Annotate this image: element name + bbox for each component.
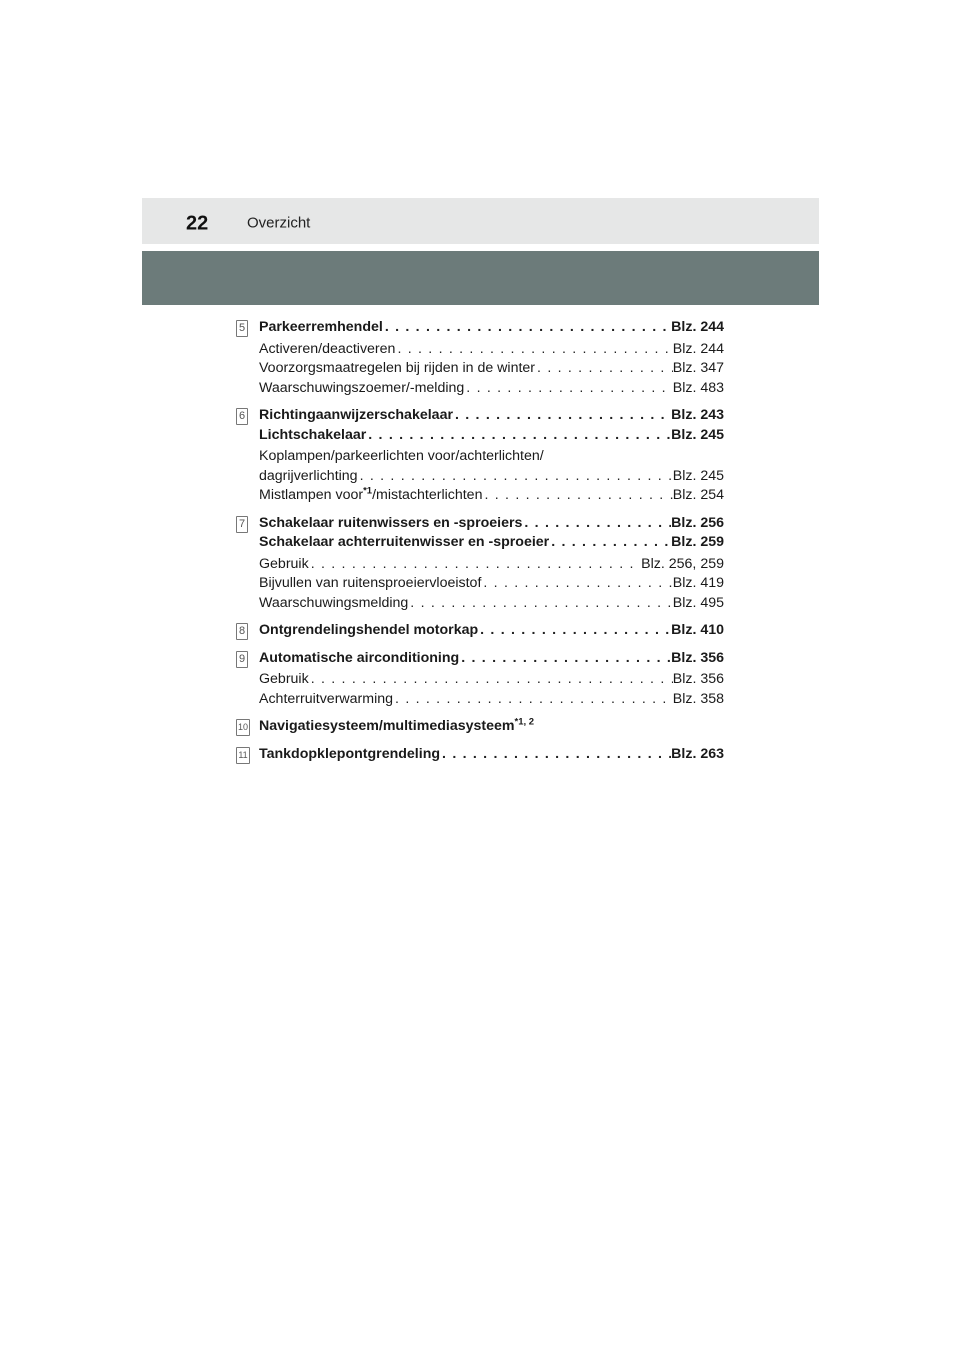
page-reference: Blz. 245 <box>671 426 724 443</box>
index-subitem-line <box>259 670 724 690</box>
callout-number-marker: 8 <box>236 623 248 640</box>
index-item-label: Navigatiesysteem/multimediasysteem$^{*1, 2}$ <box>259 716 535 734</box>
callout-number-marker: 11 <box>236 747 250 764</box>
dot-leader <box>522 514 671 534</box>
index-entry <box>236 649 724 710</box>
page-reference: Blz. 243 <box>671 407 724 423</box>
index-heading-line <box>259 514 724 534</box>
index-item-label: Tankdopklepontgrendeling <box>259 745 441 762</box>
dot-leader <box>481 574 672 594</box>
index-item-label: Ontgrendelingshendel motorkap <box>259 622 479 638</box>
index-list <box>236 318 724 772</box>
dot-leader <box>358 467 673 487</box>
footnote-reference: *1, 2 <box>514 716 535 728</box>
callout-number-marker: 5 <box>236 320 248 337</box>
callout-number-marker: 10 <box>236 719 250 736</box>
index-heading-line <box>259 533 724 553</box>
dot-leader <box>464 379 672 399</box>
index-item-label: Gebruik <box>259 555 309 572</box>
dot-leader <box>309 670 673 690</box>
page-number: 22 <box>186 212 209 235</box>
dot-leader <box>440 745 671 765</box>
dot-leader <box>408 594 672 614</box>
index-item-label: Achterruitverwarming <box>259 690 394 707</box>
index-entry <box>236 621 724 641</box>
index-subitem-line <box>259 379 724 399</box>
index-item-label: Koplampen/parkeerlichten voor/achterlichten/ <box>259 448 544 464</box>
dot-leader <box>535 359 673 379</box>
index-item-label: Lichtschakelaar <box>259 426 367 443</box>
index-entry <box>236 318 724 398</box>
index-subitem-line <box>259 486 724 506</box>
index-item-label: dagrijverlichting <box>259 467 358 484</box>
index-subitem-line <box>259 340 724 360</box>
index-entry <box>236 406 724 506</box>
page-reference: Blz. 356 <box>671 649 724 666</box>
footnote-reference: *1 <box>363 485 373 497</box>
dot-leader <box>366 426 671 446</box>
page-reference: Blz. 245 <box>672 467 724 484</box>
index-subitem-line <box>259 690 724 710</box>
page-reference: Blz. 244 <box>671 319 724 335</box>
dot-leader <box>309 555 641 575</box>
index-subitem-line <box>259 594 724 614</box>
index-subitem-line <box>259 574 724 594</box>
index-heading-line <box>259 621 724 641</box>
header-band <box>142 251 819 305</box>
dot-leader <box>383 318 671 338</box>
index-entry <box>236 514 724 614</box>
callout-number-marker: 7 <box>236 516 248 533</box>
callout-number-marker: 9 <box>236 651 248 668</box>
page-reference: Blz. 256 <box>671 514 724 531</box>
index-item-label: Schakelaar achterruitenwisser en -sproeier <box>259 534 550 550</box>
index-subitem-line <box>259 447 724 467</box>
page-reference: Blz. 263 <box>671 745 724 762</box>
index-item-label: Voorzorgsmaatregelen bij rijden in de winter <box>259 360 536 376</box>
index-item-label: Richtingaanwijzerschakelaar <box>259 407 453 423</box>
page-reference: Blz. 410 <box>671 622 724 638</box>
page-reference: Blz. 495 <box>672 594 724 611</box>
index-item-label: Mistlampen voor$^{*1}$/mistachterlichten <box>259 485 483 503</box>
index-item-label: Waarschuwingsmelding <box>259 594 409 611</box>
dot-leader <box>453 406 671 426</box>
dot-leader <box>478 621 671 641</box>
page-reference: Blz. 356 <box>672 671 724 687</box>
page-reference: Blz. 259 <box>671 534 724 550</box>
dot-leader <box>459 649 671 669</box>
page-reference: Blz. 347 <box>672 360 724 376</box>
dot-leader <box>393 690 673 710</box>
index-heading-line <box>259 426 724 446</box>
index-heading-line <box>259 406 724 426</box>
index-subitem-line <box>259 467 724 487</box>
dot-leader <box>395 340 672 360</box>
index-item-label: Bijvullen van ruitensproeiervloeistof <box>259 575 482 591</box>
index-heading-line <box>259 745 724 765</box>
index-heading-line <box>259 649 724 669</box>
index-item-label: Waarschuwingszoemer/-melding <box>259 379 465 396</box>
dot-leader <box>482 486 672 506</box>
index-heading-line <box>259 717 724 737</box>
index-item-label: Parkeerremhendel <box>259 319 383 335</box>
page-reference: Blz. 254 <box>672 487 724 503</box>
index-entry <box>236 717 724 737</box>
index-subitem-line <box>259 555 724 575</box>
index-entry <box>236 745 724 765</box>
index-item-label: Activeren/deactiveren <box>259 340 396 357</box>
callout-number-marker: 6 <box>236 408 248 425</box>
page-reference: Blz. 358 <box>672 690 724 707</box>
index-item-label: Automatische airconditioning <box>259 649 460 666</box>
page-reference: Blz. 256, 259 <box>641 555 724 572</box>
page-reference: Blz. 419 <box>672 575 724 591</box>
index-item-label: Schakelaar ruitenwissers en -sproeiers <box>259 514 523 531</box>
page-header <box>142 198 819 244</box>
dot-leader <box>549 533 671 553</box>
index-item-label: Gebruik <box>259 671 309 687</box>
page-reference: Blz. 483 <box>672 379 724 396</box>
index-heading-line <box>259 318 724 338</box>
page-reference: Blz. 244 <box>672 340 724 357</box>
index-subitem-line <box>259 359 724 379</box>
section-title: Overzicht <box>247 214 311 232</box>
